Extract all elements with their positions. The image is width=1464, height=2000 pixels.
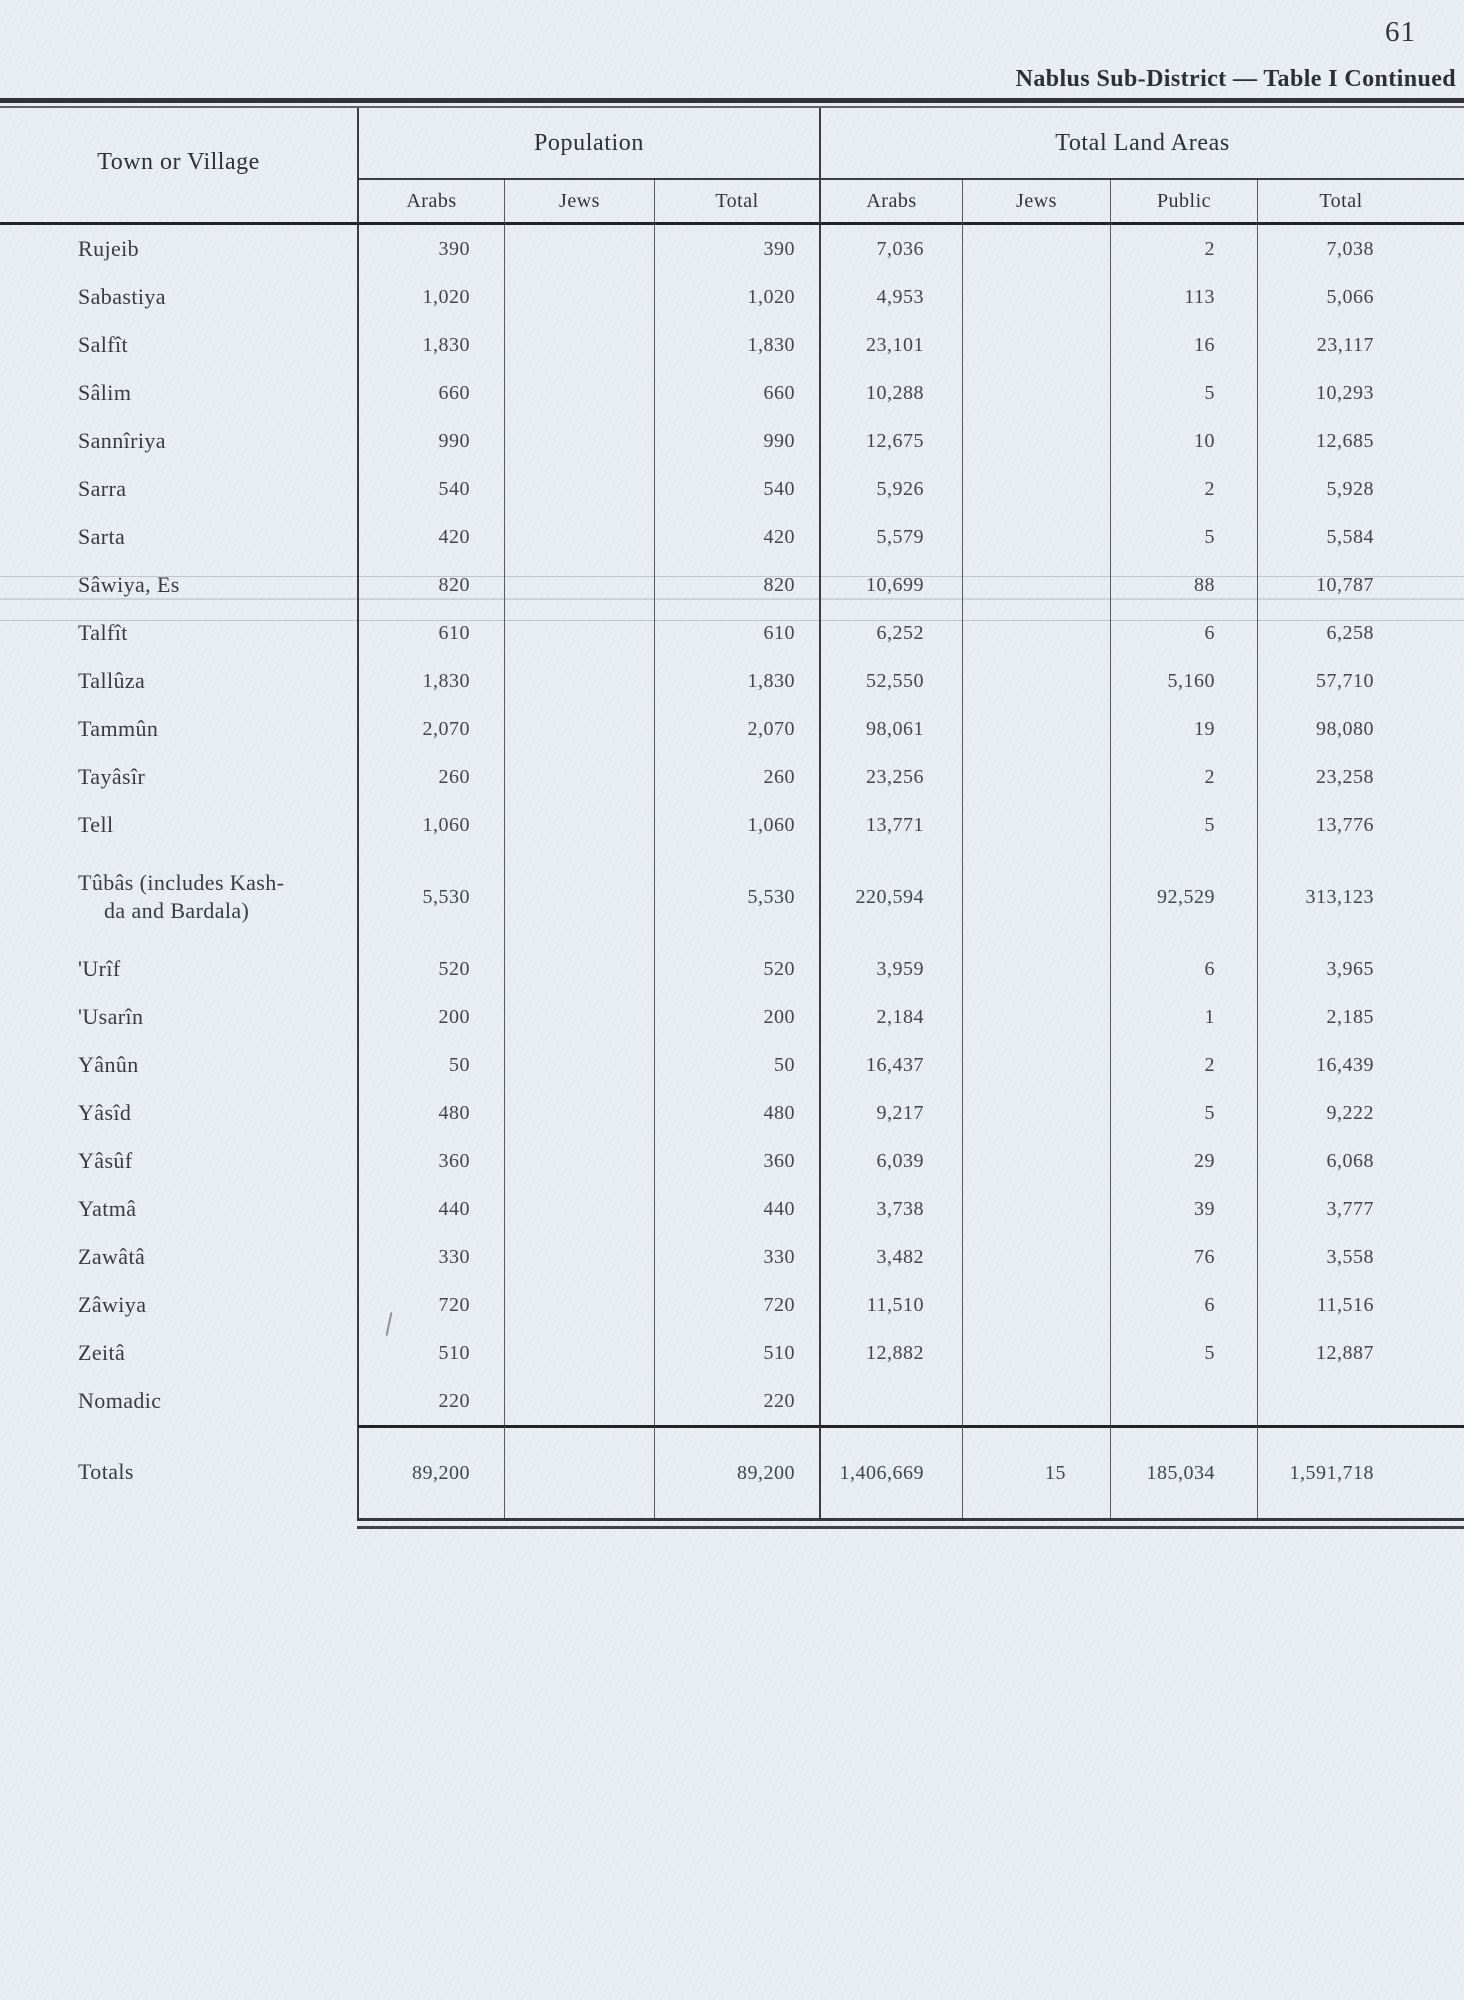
cell-pop-total: 720 xyxy=(654,1281,819,1329)
town-name: Yatmâ xyxy=(78,1196,137,1221)
column-header-pop-jews: Jews xyxy=(504,180,654,225)
cell-pop-total: 440 xyxy=(654,1185,819,1233)
group-header-total-land-areas: Total Land Areas xyxy=(819,108,1464,180)
cell-pop-arabs: 540 xyxy=(357,465,504,513)
cell-pop-total: 1,020 xyxy=(654,273,819,321)
cell-pop-arabs: 50 xyxy=(357,1041,504,1089)
cell-land-jews xyxy=(962,1377,1110,1425)
cell-land-arabs: 5,926 xyxy=(819,465,962,513)
town-name: Zawâtâ xyxy=(78,1244,146,1269)
cell-land-total: 6,068 xyxy=(1257,1137,1464,1185)
cell-pop-jews xyxy=(504,609,654,657)
cell-land-arabs: 10,699 xyxy=(819,561,962,609)
cell-land-total: 11,516 xyxy=(1257,1281,1464,1329)
cell-pop-jews xyxy=(504,801,654,849)
table-row xyxy=(0,609,1464,657)
cell-land-jews xyxy=(962,465,1110,513)
cell-land-total: 2,185 xyxy=(1257,993,1464,1041)
cell-land-total: 12,887 xyxy=(1257,1329,1464,1377)
town-name: Sarta xyxy=(78,524,126,549)
cell-land-total: 12,685 xyxy=(1257,417,1464,465)
cell-land-arabs: 5,579 xyxy=(819,513,962,561)
bottom-rule-thick-1 xyxy=(357,1518,1464,1521)
cell-land-jews xyxy=(962,1281,1110,1329)
cell-pop-arabs: 2,070 xyxy=(357,705,504,753)
cell-land-jews xyxy=(962,273,1110,321)
town-name: 'Usarîn xyxy=(78,1004,144,1029)
cell-pop-jews xyxy=(504,1425,654,1518)
cell-pop-total: 420 xyxy=(654,513,819,561)
cell-pop-total: 520 xyxy=(654,945,819,993)
town-name: Tallûza xyxy=(78,668,146,693)
table-row xyxy=(0,849,1464,945)
cell-pop-total: 1,830 xyxy=(654,657,819,705)
town-name: Salfît xyxy=(78,332,129,357)
cell-pop-arabs: 510 xyxy=(357,1329,504,1377)
town-name: Tayâsîr xyxy=(78,764,146,789)
cell-pop-total: 820 xyxy=(654,561,819,609)
cell-land-arabs: 4,953 xyxy=(819,273,962,321)
cell-land-arabs: 12,882 xyxy=(819,1329,962,1377)
running-head: Nablus Sub-District — Table I Continued xyxy=(1015,66,1456,92)
cell-land-arabs: 1,406,669 xyxy=(819,1425,962,1518)
group-header-population: Population xyxy=(357,108,819,180)
cell-land-arabs: 6,039 xyxy=(819,1137,962,1185)
column-header-land-public: Public xyxy=(1110,180,1257,225)
cell-pop-arabs: 1,020 xyxy=(357,273,504,321)
cell-land-public: 2 xyxy=(1110,753,1257,801)
cell-pop-arabs: 220 xyxy=(357,1377,504,1425)
cell-land-total: 10,787 xyxy=(1257,561,1464,609)
cell-pop-jews xyxy=(504,1089,654,1137)
cell-land-public: 185,034 xyxy=(1110,1425,1257,1518)
table-row xyxy=(0,1233,1464,1281)
table-row xyxy=(0,225,1464,273)
cell-land-arabs: 6,252 xyxy=(819,609,962,657)
cell-land-arabs: 52,550 xyxy=(819,657,962,705)
cell-pop-total: 89,200 xyxy=(654,1425,819,1518)
table-row xyxy=(0,1377,1464,1425)
cell-pop-jews xyxy=(504,465,654,513)
cell-pop-jews xyxy=(504,513,654,561)
cell-pop-total: 360 xyxy=(654,1137,819,1185)
cell-land-arabs: 98,061 xyxy=(819,705,962,753)
cell-pop-arabs: 330 xyxy=(357,1233,504,1281)
totals-label: Totals xyxy=(78,1458,134,1484)
cell-land-public: 29 xyxy=(1110,1137,1257,1185)
cell-land-jews xyxy=(962,513,1110,561)
cell-pop-jews xyxy=(504,657,654,705)
cell-land-public: 5 xyxy=(1110,369,1257,417)
cell-pop-jews xyxy=(504,225,654,273)
town-name: Yânûn xyxy=(78,1052,139,1077)
town-name: Sarra xyxy=(78,476,127,501)
cell-pop-jews xyxy=(504,273,654,321)
cell-pop-arabs: 480 xyxy=(357,1089,504,1137)
cell-land-jews xyxy=(962,801,1110,849)
cell-land-jews xyxy=(962,993,1110,1041)
town-name: Tammûn xyxy=(78,716,159,741)
cell-land-jews: 15 xyxy=(962,1425,1110,1518)
cell-pop-jews xyxy=(504,753,654,801)
cell-land-total: 5,584 xyxy=(1257,513,1464,561)
cell-pop-total: 540 xyxy=(654,465,819,513)
column-header-land-arabs: Arabs xyxy=(819,180,962,225)
top-rule-thick xyxy=(0,98,1464,103)
cell-pop-arabs: 990 xyxy=(357,417,504,465)
cell-land-total: 23,117 xyxy=(1257,321,1464,369)
cell-pop-total: 610 xyxy=(654,609,819,657)
table-row xyxy=(0,1185,1464,1233)
town-name: Nomadic xyxy=(78,1388,162,1413)
cell-land-public: 5,160 xyxy=(1110,657,1257,705)
cell-land-public: 5 xyxy=(1110,1089,1257,1137)
cell-land-total: 3,558 xyxy=(1257,1233,1464,1281)
cell-land-arabs: 23,256 xyxy=(819,753,962,801)
cell-pop-jews xyxy=(504,417,654,465)
town-name: Sâlim xyxy=(78,380,132,405)
cell-land-public: 113 xyxy=(1110,273,1257,321)
table-row xyxy=(0,369,1464,417)
cell-land-jews xyxy=(962,705,1110,753)
cell-pop-jews xyxy=(504,705,654,753)
cell-land-public xyxy=(1110,1377,1257,1425)
cell-land-total: 98,080 xyxy=(1257,705,1464,753)
cell-land-arabs: 12,675 xyxy=(819,417,962,465)
cell-land-arabs: 2,184 xyxy=(819,993,962,1041)
cell-pop-total: 990 xyxy=(654,417,819,465)
table-row xyxy=(0,1089,1464,1137)
table-row xyxy=(0,945,1464,993)
table-row xyxy=(0,321,1464,369)
table-row xyxy=(0,417,1464,465)
bottom-rule-thick-2 xyxy=(357,1526,1464,1529)
cell-land-jews xyxy=(962,321,1110,369)
cell-land-public: 5 xyxy=(1110,1329,1257,1377)
cell-land-jews xyxy=(962,1089,1110,1137)
cell-land-public: 92,529 xyxy=(1110,849,1257,945)
cell-pop-total: 480 xyxy=(654,1089,819,1137)
cell-land-total: 10,293 xyxy=(1257,369,1464,417)
cell-pop-total: 2,070 xyxy=(654,705,819,753)
cell-land-jews xyxy=(962,225,1110,273)
cell-pop-total: 660 xyxy=(654,369,819,417)
cell-pop-jews xyxy=(504,1185,654,1233)
cell-land-arabs: 10,288 xyxy=(819,369,962,417)
cell-pop-arabs: 89,200 xyxy=(357,1425,504,1518)
column-header-land-total: Total xyxy=(1257,180,1464,225)
town-name: Talfît xyxy=(78,620,128,645)
town-name: Yâsîd xyxy=(78,1100,132,1125)
town-name: Tell xyxy=(78,812,114,837)
cell-pop-arabs: 610 xyxy=(357,609,504,657)
cell-pop-total: 1,830 xyxy=(654,321,819,369)
table-row xyxy=(0,561,1464,609)
cell-land-arabs: 3,959 xyxy=(819,945,962,993)
column-header-town-or-village: Town or Village xyxy=(0,108,357,225)
cell-pop-arabs: 720 xyxy=(357,1281,504,1329)
table-row xyxy=(0,273,1464,321)
town-name: Rujeib xyxy=(78,236,140,261)
cell-land-jews xyxy=(962,1137,1110,1185)
cell-land-jews xyxy=(962,1233,1110,1281)
cell-pop-arabs: 520 xyxy=(357,945,504,993)
table-row xyxy=(0,993,1464,1041)
column-header-pop-total: Total xyxy=(654,180,819,225)
cell-pop-jews xyxy=(504,1041,654,1089)
cell-land-public: 2 xyxy=(1110,1041,1257,1089)
cell-pop-total: 200 xyxy=(654,993,819,1041)
cell-pop-arabs: 200 xyxy=(357,993,504,1041)
cell-pop-total: 50 xyxy=(654,1041,819,1089)
cell-land-public: 6 xyxy=(1110,609,1257,657)
cell-land-arabs: 3,482 xyxy=(819,1233,962,1281)
column-header-land-jews: Jews xyxy=(962,180,1110,225)
cell-pop-total: 390 xyxy=(654,225,819,273)
cell-pop-arabs: 1,830 xyxy=(357,657,504,705)
cell-land-jews xyxy=(962,609,1110,657)
table-row xyxy=(0,705,1464,753)
cell-land-public: 6 xyxy=(1110,945,1257,993)
cell-land-total: 7,038 xyxy=(1257,225,1464,273)
cell-pop-jews xyxy=(504,1329,654,1377)
cell-land-jews xyxy=(962,849,1110,945)
cell-pop-jews xyxy=(504,369,654,417)
cell-pop-arabs: 5,530 xyxy=(357,849,504,945)
cell-land-public: 5 xyxy=(1110,801,1257,849)
cell-land-jews xyxy=(962,1329,1110,1377)
cell-pop-total: 5,530 xyxy=(654,849,819,945)
town-name: Zeitâ xyxy=(78,1340,126,1365)
cell-land-arabs: 3,738 xyxy=(819,1185,962,1233)
town-name: 'Urîf xyxy=(78,956,121,981)
cell-pop-jews xyxy=(504,849,654,945)
table-row xyxy=(0,1041,1464,1089)
cell-pop-arabs: 1,830 xyxy=(357,321,504,369)
cell-land-total: 23,258 xyxy=(1257,753,1464,801)
cell-pop-total: 1,060 xyxy=(654,801,819,849)
cell-land-public: 19 xyxy=(1110,705,1257,753)
totals-row xyxy=(0,1425,1464,1518)
cell-land-jews xyxy=(962,1041,1110,1089)
cell-pop-arabs: 360 xyxy=(357,1137,504,1185)
cell-land-jews xyxy=(962,657,1110,705)
table-row xyxy=(0,801,1464,849)
cell-land-public: 10 xyxy=(1110,417,1257,465)
page-number: 61 xyxy=(1385,16,1416,48)
town-name: Zâwiya xyxy=(78,1292,147,1317)
town-name: Sannîriya xyxy=(78,428,166,453)
cell-land-total: 5,066 xyxy=(1257,273,1464,321)
cell-pop-total: 260 xyxy=(654,753,819,801)
cell-pop-arabs: 420 xyxy=(357,513,504,561)
cell-land-public: 1 xyxy=(1110,993,1257,1041)
cell-land-jews xyxy=(962,945,1110,993)
column-header-pop-arabs: Arabs xyxy=(357,180,504,225)
cell-land-arabs: 16,437 xyxy=(819,1041,962,1089)
cell-pop-arabs: 260 xyxy=(357,753,504,801)
cell-land-total xyxy=(1257,1377,1464,1425)
cell-land-total: 1,591,718 xyxy=(1257,1425,1464,1518)
table-body xyxy=(0,225,1464,1425)
cell-land-public: 76 xyxy=(1110,1233,1257,1281)
cell-pop-jews xyxy=(504,1137,654,1185)
cell-pop-total: 330 xyxy=(654,1233,819,1281)
cell-land-jews xyxy=(962,417,1110,465)
cell-pop-arabs: 1,060 xyxy=(357,801,504,849)
town-name: Tûbâs (includes Kash- da and Bardala) xyxy=(78,870,285,923)
cell-land-arabs: 23,101 xyxy=(819,321,962,369)
cell-land-jews xyxy=(962,753,1110,801)
cell-pop-arabs: 440 xyxy=(357,1185,504,1233)
cell-land-jews xyxy=(962,561,1110,609)
cell-pop-arabs: 660 xyxy=(357,369,504,417)
town-name: Yâsûf xyxy=(78,1148,133,1173)
table-row xyxy=(0,657,1464,705)
cell-land-public: 6 xyxy=(1110,1281,1257,1329)
cell-land-total: 313,123 xyxy=(1257,849,1464,945)
cell-land-arabs: 220,594 xyxy=(819,849,962,945)
cell-land-jews xyxy=(962,369,1110,417)
cell-land-public: 16 xyxy=(1110,321,1257,369)
cell-land-total: 9,222 xyxy=(1257,1089,1464,1137)
cell-pop-jews xyxy=(504,1281,654,1329)
cell-land-public: 88 xyxy=(1110,561,1257,609)
cell-land-arabs: 11,510 xyxy=(819,1281,962,1329)
cell-pop-jews xyxy=(504,561,654,609)
cell-pop-arabs: 820 xyxy=(357,561,504,609)
statistics-table xyxy=(0,108,1464,1518)
cell-land-arabs: 9,217 xyxy=(819,1089,962,1137)
cell-land-total: 3,965 xyxy=(1257,945,1464,993)
cell-land-public: 2 xyxy=(1110,465,1257,513)
table-header xyxy=(0,108,1464,225)
town-name: Sabastiya xyxy=(78,284,166,309)
cell-land-jews xyxy=(962,1185,1110,1233)
cell-pop-jews xyxy=(504,321,654,369)
cell-land-total: 13,776 xyxy=(1257,801,1464,849)
cell-land-total: 3,777 xyxy=(1257,1185,1464,1233)
cell-land-public: 5 xyxy=(1110,513,1257,561)
cell-land-arabs: 7,036 xyxy=(819,225,962,273)
cell-pop-jews xyxy=(504,993,654,1041)
table-row xyxy=(0,1281,1464,1329)
cell-pop-total: 510 xyxy=(654,1329,819,1377)
cell-land-arabs: 13,771 xyxy=(819,801,962,849)
cell-pop-jews xyxy=(504,1377,654,1425)
cell-pop-jews xyxy=(504,1233,654,1281)
cell-land-public: 2 xyxy=(1110,225,1257,273)
cell-land-arabs xyxy=(819,1377,962,1425)
cell-pop-total: 220 xyxy=(654,1377,819,1425)
table-row xyxy=(0,753,1464,801)
table-row xyxy=(0,465,1464,513)
cell-pop-arabs: 390 xyxy=(357,225,504,273)
cell-land-total: 5,928 xyxy=(1257,465,1464,513)
table-row xyxy=(0,1329,1464,1377)
town-name: Sâwiya, Es xyxy=(78,572,180,597)
cell-land-public: 39 xyxy=(1110,1185,1257,1233)
table-row xyxy=(0,1137,1464,1185)
cell-land-total: 57,710 xyxy=(1257,657,1464,705)
cell-land-total: 16,439 xyxy=(1257,1041,1464,1089)
cell-pop-jews xyxy=(504,945,654,993)
table-row xyxy=(0,513,1464,561)
cell-land-total: 6,258 xyxy=(1257,609,1464,657)
